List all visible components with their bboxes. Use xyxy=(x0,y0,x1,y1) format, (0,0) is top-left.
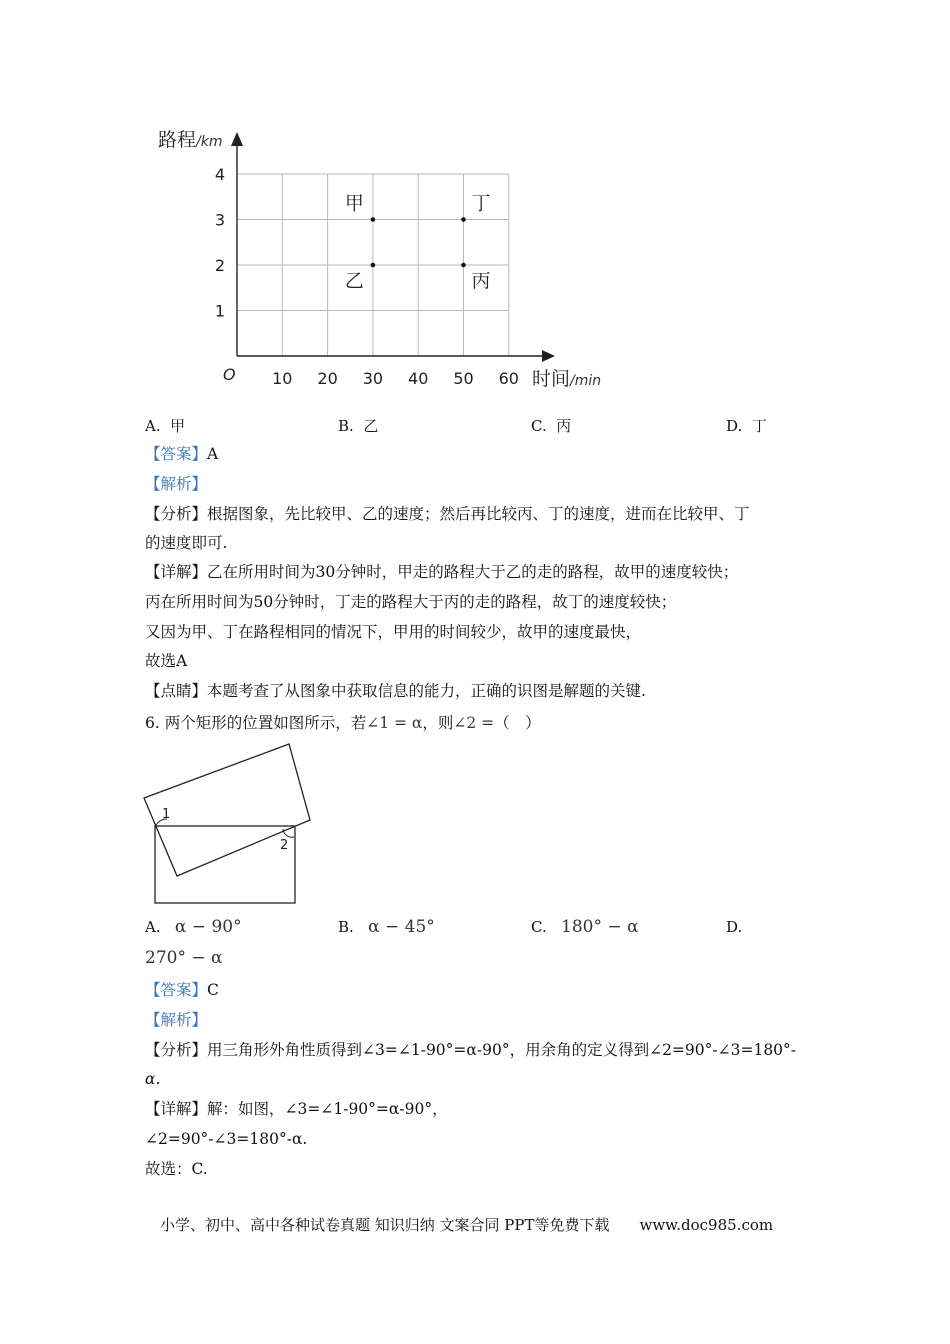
q5-option-c: C. 丙 xyxy=(531,417,572,435)
x-tick-label-40: 40 xyxy=(408,369,429,388)
data-point-4 xyxy=(461,217,466,222)
data-point-label-2: 乙 xyxy=(344,270,364,292)
q6-detail-1: 【详解】解：如图，∠3=∠1-90°=α-90°， xyxy=(145,1100,448,1118)
bottom-rectangle xyxy=(155,826,295,903)
q5-detail-1: 【详解】乙在所用时间为30分钟时，甲走的路程大于乙的走的路程，故甲的速度较快； xyxy=(145,563,739,581)
data-point-2 xyxy=(371,263,376,268)
x-tick-label-10: 10 xyxy=(272,369,293,388)
y-tick-label-4: 4 xyxy=(214,165,225,184)
q6-stem: 6. 两个矩形的位置如图所示，若∠1 = α，则∠2 =（ ） xyxy=(145,714,541,732)
chart-axes xyxy=(231,132,555,362)
q5-option-b: B. 乙 xyxy=(338,417,379,435)
footer-url[interactable]: www.doc985.com xyxy=(639,1216,774,1234)
distance-time-chart xyxy=(150,120,620,400)
footer-text: 小学、初中、高中各种试卷真题 知识归纳 文案合同 PPT等免费下载 xyxy=(160,1216,610,1234)
q6-detail-3: 故选：C. xyxy=(145,1160,208,1178)
page-footer xyxy=(160,1214,773,1235)
q5-analysis-heading: 【解析】 xyxy=(145,475,208,493)
q5-option-a: A. 甲 xyxy=(145,417,186,435)
angle-2-label: 2 xyxy=(280,838,289,853)
y-axis-arrow xyxy=(231,132,243,146)
q5-comment: 【点睛】本题考查了从图象中获取信息的能力，正确的识图是解题的关键. xyxy=(145,682,646,700)
x-tick-label-60: 60 xyxy=(498,369,519,388)
x-axis-label: 时间/min xyxy=(532,368,602,390)
q5-detail-2: 丙在所用时间为50分钟时，丁走的路程大于丙的走的路程，故丁的速度较快； xyxy=(145,593,677,611)
q6-detail-2: ∠2=90°-∠3=180°-α. xyxy=(145,1130,308,1148)
data-point-1 xyxy=(371,217,376,222)
q5-detail-4: 故选A xyxy=(145,652,188,670)
q6-option-b: B. α − 45° xyxy=(338,917,435,937)
q6-fenxi-2: α. xyxy=(145,1070,161,1088)
two-rectangles-figure xyxy=(140,738,320,908)
y-axis-label: 路程/km xyxy=(158,129,223,151)
q6-option-d-text: 270° − α xyxy=(145,948,223,968)
q5-answer: 【答案】A xyxy=(145,445,219,463)
q5-detail-3: 又因为甲、丁在路程相同的情况下，甲用的时间较少，故甲的速度最快， xyxy=(145,623,642,641)
q6-answer: 【答案】C xyxy=(145,981,219,999)
y-tick-label-1: 1 xyxy=(214,301,225,321)
data-point-label-4: 丁 xyxy=(471,192,491,215)
q6-option-c: C. 180° − α xyxy=(531,917,639,937)
data-point-label-1: 甲 xyxy=(344,192,364,215)
origin-label: O xyxy=(223,365,236,384)
q6-option-d-letter: D. xyxy=(726,918,743,936)
data-point-label-3: 丙 xyxy=(471,270,491,292)
x-tick-label-50: 50 xyxy=(453,369,474,388)
data-point-3 xyxy=(461,263,466,268)
y-tick-label-2: 2 xyxy=(214,256,225,275)
q6-analysis-heading: 【解析】 xyxy=(145,1011,208,1029)
angle-1-label: 1 xyxy=(162,807,171,822)
q5-fenxi-2: 的速度即可. xyxy=(145,534,228,552)
q5-option-d: D. 丁 xyxy=(726,417,767,435)
q6-option-a: A. α − 90° xyxy=(145,917,242,937)
x-tick-label-20: 20 xyxy=(317,369,338,388)
y-tick-label-3: 3 xyxy=(214,210,225,230)
q5-fenxi-1: 【分析】根据图象，先比较甲、乙的速度；然后再比较丙、丁的速度，进而在比较甲、丁 xyxy=(145,505,750,523)
q6-fenxi-1: 【分析】用三角形外角性质得到∠3=∠1-90°=α-90°，用余角的定义得到∠2=90°-∠3=180°- xyxy=(145,1041,797,1059)
x-tick-label-30: 30 xyxy=(362,369,384,388)
x-axis-arrow xyxy=(542,350,555,362)
